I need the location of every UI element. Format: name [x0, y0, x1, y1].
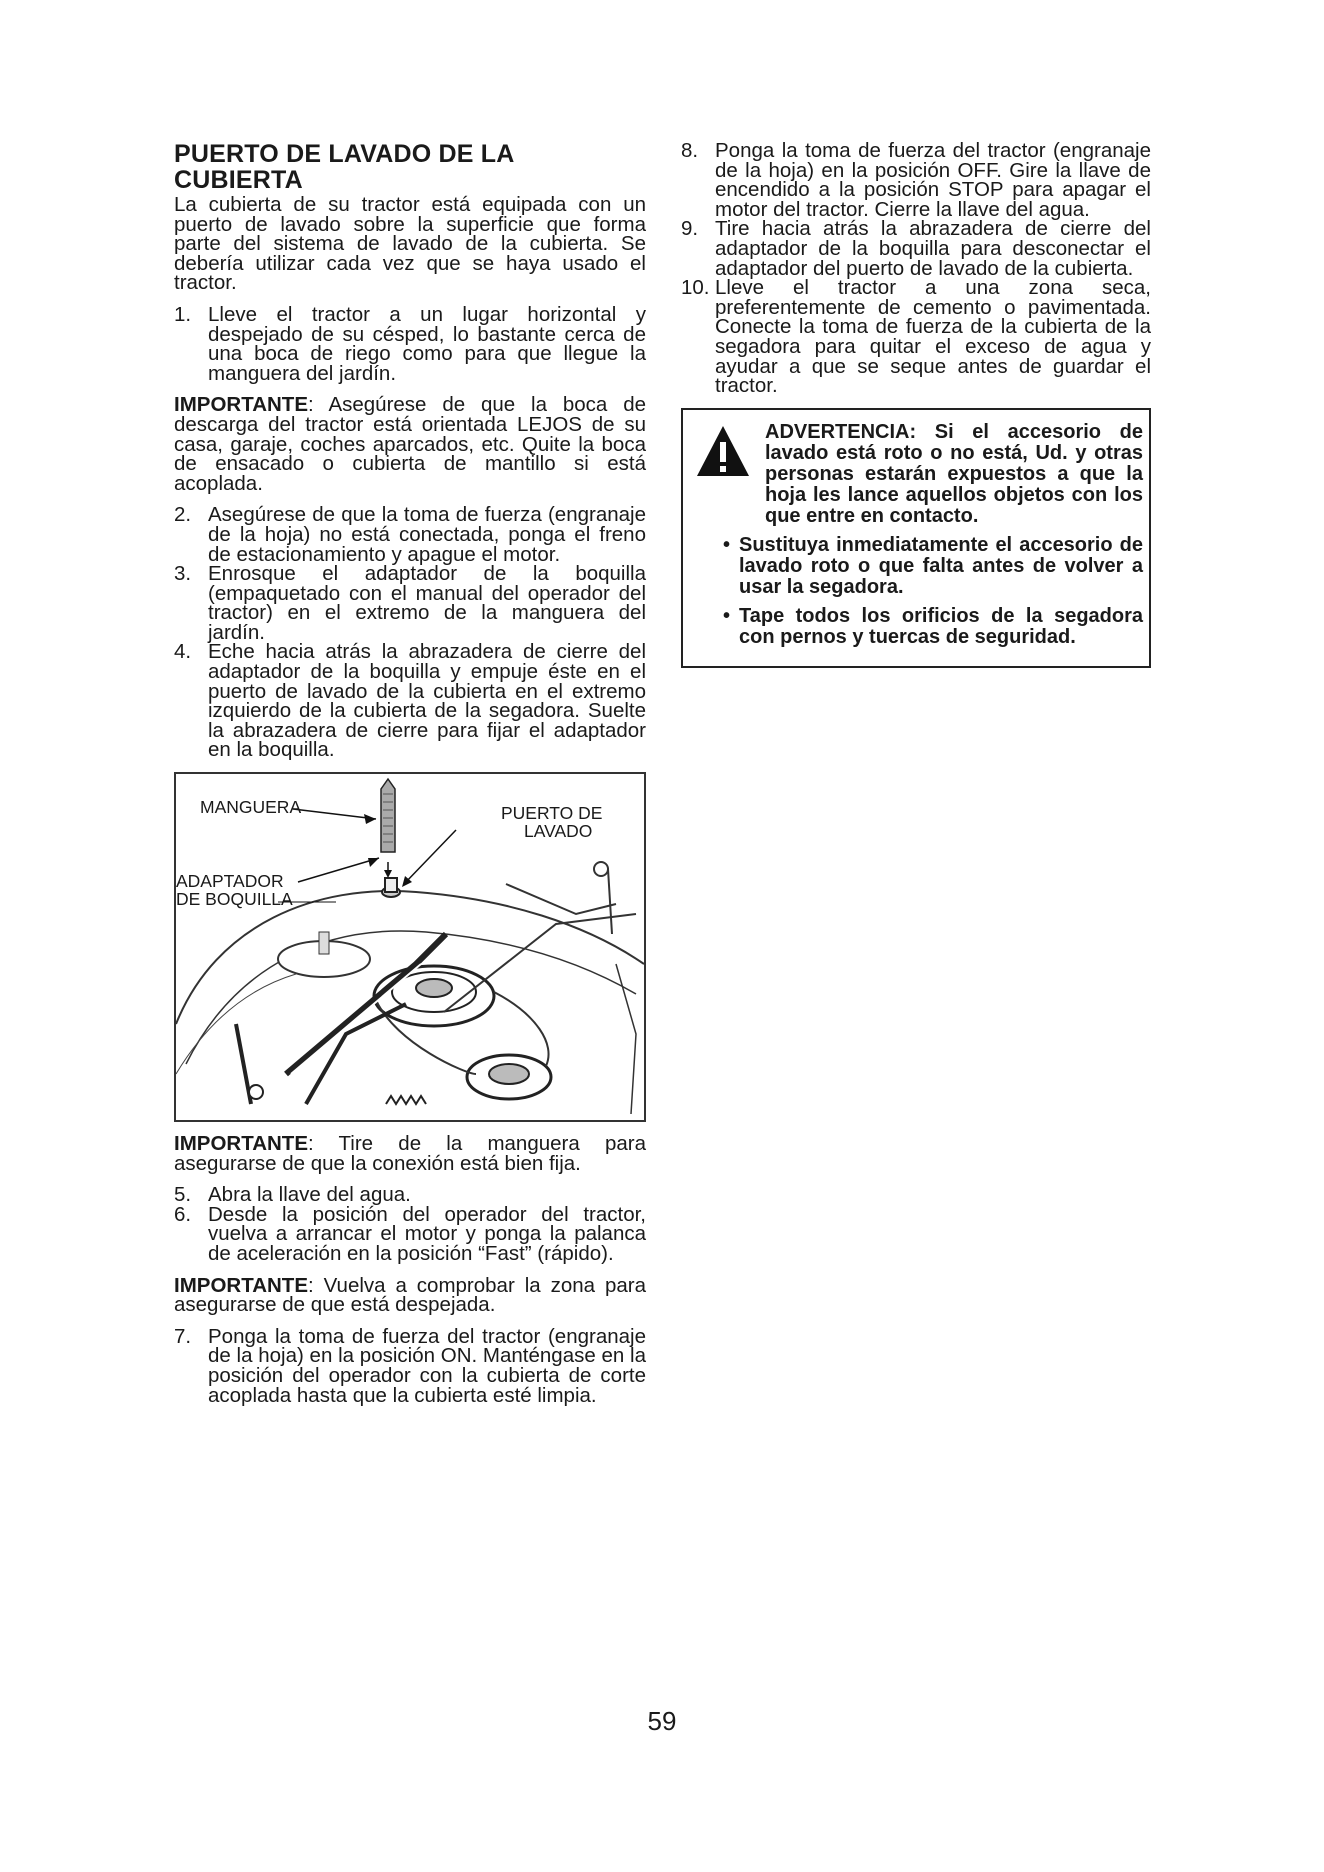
- step-number: 2.: [174, 503, 192, 527]
- step-number: 3.: [174, 562, 192, 586]
- step-text: Asegúrese de que la toma de fuerza (engranaje de la hoja) no está conectada, ponga el freno de estacionamiento y apague el motor.: [208, 503, 646, 566]
- step-number: 5.: [174, 1183, 192, 1207]
- step-text: Lleve el tractor a un lugar horizontal y despejado de su césped, lo bastante cerca de una boca de riego como para que llegue la manguera del jardín.: [208, 302, 646, 385]
- steps-list-right: [681, 141, 1151, 396]
- list-item: [174, 564, 646, 642]
- important-note: [174, 395, 646, 493]
- list-item: [681, 141, 1151, 219]
- hose-label: MANGUERA: [200, 797, 302, 818]
- step-number: 7.: [174, 1324, 192, 1348]
- step-number: 8.: [681, 139, 699, 162]
- steps-list-a: [174, 302, 646, 385]
- wash-port-label-line2: LAVADO: [524, 821, 593, 842]
- list-item: [174, 1324, 646, 1407]
- step-text: Abra la llave del agua.: [208, 1183, 411, 1207]
- step-text: Ponga la toma de fuerza del tractor (engranaje de la hoja) en la posición OFF. Gire la llave de encendido a la posición STOP para apagar el motor del tractor. Cierre la llave del agua.: [715, 139, 1151, 221]
- warning-box: [681, 408, 1151, 668]
- steps-list-d: [174, 1324, 646, 1407]
- warning-triangle-icon: [695, 424, 751, 485]
- section-title: PUERTO DE LAVADO DE LA CUBIERTA: [174, 140, 514, 194]
- important-text: : Asegúrese de que la boca de descarga del tractor está orientada LEJOS de su casa, garaje, coches aparcados, etc. Quite la boca de ensacado o cubierta de mantillo si está acoplada.: [174, 393, 646, 495]
- step-number: 4.: [174, 640, 192, 664]
- bullet-icon: •: [723, 533, 731, 556]
- warning-bullet-text: Sustituya inmediatamente el accesorio de lavado roto o que falta antes de volver a usar la segadora.: [739, 533, 1143, 598]
- steps-list-b: [174, 505, 646, 760]
- important-note: [174, 1273, 646, 1317]
- list-item: [174, 642, 646, 760]
- bullet-icon: •: [723, 604, 731, 627]
- list-item: [681, 278, 1151, 396]
- important-text: : Vuelva a comprobar la zona para asegurarse de que está despejada.: [174, 1273, 646, 1317]
- page-number: 59: [647, 1706, 677, 1736]
- step-number: 1.: [174, 302, 192, 326]
- wash-port-label-line1: PUERTO DE: [501, 803, 603, 824]
- warning-heading: ADVERTENCIA: Si el accesorio de lavado está roto o no está, Ud. y otras personas estarán expuestos a que la hoja les lance aquellos objetos con los que entre en contacto.: [765, 420, 1143, 527]
- steps-list-c: [174, 1185, 646, 1263]
- important-text: : Tire de la manguera para asegurarse de que la conexión está bien fija.: [174, 1132, 646, 1175]
- list-item: [174, 302, 646, 385]
- important-note: [174, 1134, 646, 1173]
- important-label: IMPORTANTE: [174, 1273, 309, 1297]
- wash-port-diagram: [174, 772, 646, 1122]
- intro-paragraph: La cubierta de su tractor está equipada con un puerto de lavado sobre la superficie que forma parte del sistema de lavado de la cubierta. Se debería utilizar cada vez que se haya usado el tractor.: [174, 193, 646, 295]
- right-column: [681, 135, 1151, 668]
- step-text: Eche hacia atrás la abrazadera de cierre del adaptador de la boquilla y empuje éste en el puerto de lavado de la cubierta en el extremo izquierdo de la cubierta de la segadora. Suelte la abrazadera de cierre para fijar el adaptador en la boquilla.: [208, 640, 646, 762]
- step-number: 10.: [681, 276, 710, 300]
- step-number: 6.: [174, 1202, 192, 1226]
- warning-bullet: [693, 606, 1143, 648]
- important-label: IMPORTANTE: [174, 1132, 309, 1156]
- step-text: Ponga la toma de fuerza del tractor (engranaje de la hoja) en la posición ON. Manténgase en la posición del operador con la cubierta de corte acoplada hasta que la cubierta esté limpia.: [208, 1324, 646, 1407]
- list-item: [174, 505, 646, 564]
- important-label: IMPORTANTE: [174, 393, 309, 417]
- left-column: [174, 135, 646, 1417]
- step-text: Tire hacia atrás la abrazadera de cierre del adaptador de la boquilla para desconectar el adaptador del puerto de lavado de la cubierta.: [715, 217, 1151, 280]
- nozzle-adapter-label-line1: ADAPTADOR: [176, 871, 284, 892]
- list-item: [174, 1202, 646, 1265]
- list-item: [681, 219, 1151, 278]
- warning-bullets: [693, 535, 1143, 648]
- nozzle-adapter-label-line2: DE BOQUILLA: [176, 889, 293, 910]
- step-text: Desde la posición del operador del tractor, vuelva a arrancar el motor y ponga la palanca de aceleración en la posición “Fast” (rápido).: [208, 1202, 646, 1265]
- step-text: Lleve el tractor a una zona seca, preferentemente de cemento o pavimentada. Conecte la toma de fuerza de la cubierta de la segadora para quitar el exceso de agua y ayudar a que se seque antes de guardar el tractor.: [715, 276, 1151, 398]
- warning-bullet-text: Tape todos los orificios de la segadora con pernos y tuercas de seguridad.: [739, 604, 1143, 648]
- step-text: Enrosque el adaptador de la boquilla (empaquetado con el manual del operador del tractor) en el extremo de la manguera del jardín.: [208, 562, 646, 644]
- warning-bullet: [693, 535, 1143, 598]
- step-number: 9.: [681, 217, 699, 241]
